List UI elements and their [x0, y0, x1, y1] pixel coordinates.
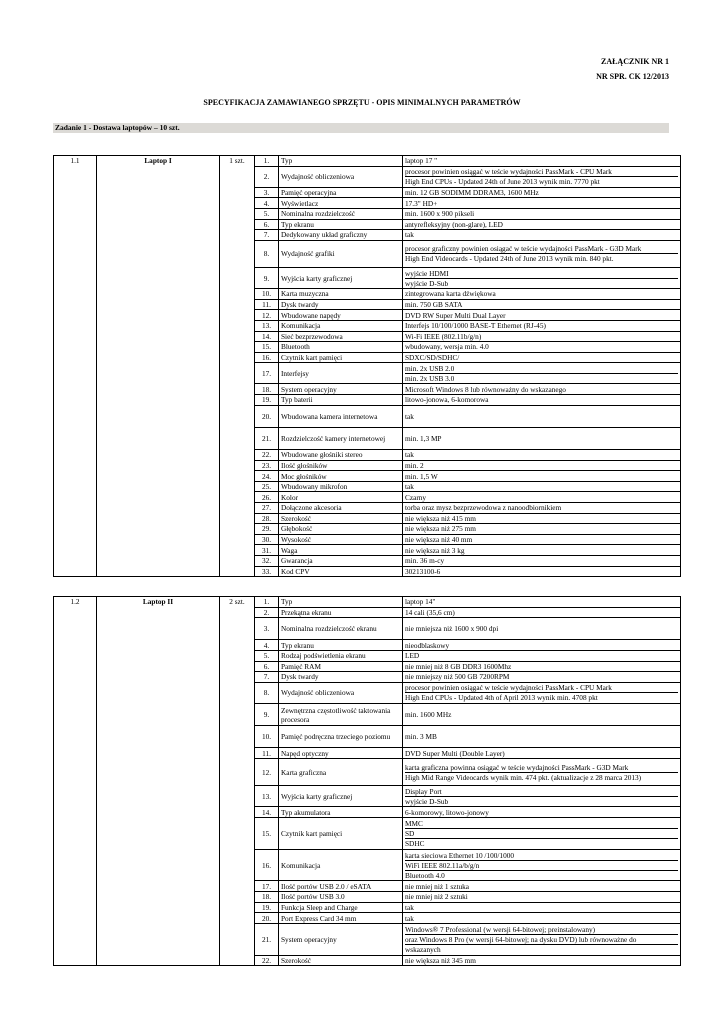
param-value	[403, 320, 681, 331]
param-value-line: Interfejs 10/100/1000 BASE-T Ethernet (RJ-45)	[405, 321, 546, 331]
param-value	[403, 208, 681, 219]
param-value	[403, 450, 681, 461]
param-number: 9.	[255, 267, 279, 288]
param-value	[403, 849, 681, 881]
param-value	[403, 427, 681, 449]
attachment-number: ZAŁĄCZNIK NR 1	[600, 57, 669, 66]
param-number: 15.	[255, 342, 279, 353]
param-value	[403, 230, 681, 241]
param-number: 5.	[255, 208, 279, 219]
param-label: Dysk twardy	[279, 299, 403, 310]
param-number: 22.	[255, 450, 279, 461]
param-value	[403, 267, 681, 288]
param-value	[403, 342, 681, 353]
param-number: 16.	[255, 352, 279, 363]
param-value	[403, 555, 681, 566]
param-label: Rodzaj podświetlenia ekranu	[279, 650, 403, 661]
param-value-line: min. 750 GB SATA	[405, 300, 463, 310]
param-value-line: wyjście D-Sub	[405, 278, 449, 288]
param-number: 1.	[255, 156, 279, 167]
param-value-line: nie większa niż 415 mm	[405, 513, 476, 523]
param-value	[403, 299, 681, 310]
laptop-1-spec-table	[53, 155, 681, 577]
param-value-line: min. 1600 x 900 pikseli	[405, 209, 475, 219]
param-value	[403, 384, 681, 395]
param-number: 8.	[255, 240, 279, 267]
param-value-line: Czarny	[405, 492, 427, 502]
param-value-line: min. 2x USB 2.0	[405, 364, 678, 374]
param-label: Typ akumulatora	[279, 807, 403, 818]
param-label: Głębokość	[279, 524, 403, 535]
param-label: Ilość głośników	[279, 460, 403, 471]
param-value-line: DVD RW Super Multi Dual Layer	[405, 310, 506, 320]
param-label: System operacyjny	[279, 923, 403, 955]
param-value-line: LED	[405, 651, 420, 661]
param-value	[403, 703, 681, 725]
param-value	[403, 405, 681, 427]
param-label: Typ ekranu	[279, 640, 403, 651]
param-value-line: tak	[405, 411, 414, 421]
param-label: Komunikacja	[279, 849, 403, 881]
param-number: 22.	[255, 955, 279, 966]
param-label: Wbudowane głośniki stereo	[279, 450, 403, 461]
param-label: Pamięć operacyjna	[279, 187, 403, 198]
param-number: 26.	[255, 492, 279, 503]
param-value-line: wyjście D-Sub	[405, 796, 449, 806]
param-value	[403, 597, 681, 608]
param-value-line: WiFi IEEE 802.11a/b/g/n	[405, 861, 678, 871]
param-number: 2.	[255, 607, 279, 618]
param-value-line: min. 1,5 W	[405, 471, 438, 481]
param-number: 15.	[255, 817, 279, 849]
param-number: 14.	[255, 331, 279, 342]
param-number: 18.	[255, 892, 279, 903]
param-value-line: nie mniejszy niż 500 GB 7200RPM	[405, 672, 510, 682]
param-label: Port Express Card 34 mm	[279, 913, 403, 924]
param-value	[403, 395, 681, 406]
param-label: Wydajność obliczeniowa	[279, 682, 403, 703]
param-number: 5.	[255, 650, 279, 661]
param-label: Kod CPV	[279, 566, 403, 577]
param-label: Wydajność obliczeniowa	[279, 166, 403, 187]
param-label: Typ	[279, 156, 403, 167]
param-number: 12.	[255, 758, 279, 785]
param-number: 8.	[255, 682, 279, 703]
param-number: 27.	[255, 503, 279, 514]
param-value	[403, 661, 681, 672]
param-value	[403, 289, 681, 300]
param-number: 30.	[255, 534, 279, 545]
param-value	[403, 156, 681, 167]
param-value-line: High Mid Range Videocards wynik min. 474 pkt. (aktualizacje z 28 marca 2013)	[405, 772, 642, 782]
param-label: Napęd optyczny	[279, 748, 403, 759]
param-value-line: Display Port	[405, 787, 678, 797]
param-number: 19.	[255, 902, 279, 913]
param-label: Sieć bezprzewodowa	[279, 331, 403, 342]
param-label: Funkcja Sleep and Charge	[279, 902, 403, 913]
param-number: 31.	[255, 545, 279, 556]
param-value	[403, 726, 681, 748]
param-value-line: High End CPUs - Updated 24th of June 2013 wynik min. 7770 pkt	[405, 177, 600, 187]
param-label: Gwarancja	[279, 555, 403, 566]
param-value-line: High End Videocards - Updated 24th of June 2013 wynik min. 840 pkt.	[405, 254, 614, 264]
param-value	[403, 481, 681, 492]
param-value	[403, 534, 681, 545]
item-quantity: 2 szt.	[220, 597, 255, 966]
param-number: 23.	[255, 460, 279, 471]
param-value-line: tak	[405, 902, 414, 912]
param-value	[403, 807, 681, 818]
param-value	[403, 902, 681, 913]
param-label: Pamięć podręczna trzeciego poziomu	[279, 726, 403, 748]
page-title: SPECYFIKACJA ZAMAWIANEGO SPRZĘTU - OPIS MINIMALNYCH PARAMETRÓW	[203, 98, 521, 107]
param-value-line: nie mniejsza niż 1600 x 900 dpi	[405, 624, 499, 634]
param-value	[403, 545, 681, 556]
param-value	[403, 460, 681, 471]
param-number: 3.	[255, 618, 279, 640]
param-number: 33.	[255, 566, 279, 577]
param-value-line: 30213100-6	[405, 566, 441, 576]
param-number: 19.	[255, 395, 279, 406]
item-number: 1.2	[54, 597, 97, 966]
param-value	[403, 310, 681, 321]
param-number: 13.	[255, 320, 279, 331]
param-label: Ilość portów USB 2.0 / eSATA	[279, 881, 403, 892]
param-label: Dysk twardy	[279, 672, 403, 683]
item-name: Laptop II	[97, 597, 220, 966]
document-reference: NR SPR. CK 12/2013	[596, 72, 669, 81]
param-value-line: min. 3 MB	[405, 732, 437, 742]
param-value-line: nie mniej niż 1 sztuka	[405, 881, 470, 891]
param-value-line: min. 12 GB SODIMM DDRAM3, 1600 MHz	[405, 188, 539, 198]
param-value	[403, 881, 681, 892]
param-label: Interfejsy	[279, 363, 403, 384]
param-value-line: tak	[405, 482, 414, 492]
param-value	[403, 524, 681, 535]
param-value-line: SDHC	[405, 838, 425, 848]
param-number: 32.	[255, 555, 279, 566]
param-value-line: SDXC/SD/SDHC/	[405, 352, 460, 362]
param-value-line: 17.3" HD+	[405, 198, 438, 208]
param-label: Wydajność grafiki	[279, 240, 403, 267]
param-label: Dedykowany układ graficzny	[279, 230, 403, 241]
param-value-line: karta sieciowa Ethernet 10 /100/1000	[405, 851, 678, 861]
param-number: 10.	[255, 726, 279, 748]
param-label: Wbudowana kamera internetowa	[279, 405, 403, 427]
param-number: 17.	[255, 363, 279, 384]
param-value	[403, 618, 681, 640]
param-value-line: min. 1,3 MP	[405, 433, 442, 443]
param-value-line: tak	[405, 913, 414, 923]
param-label: Moc głośników	[279, 471, 403, 482]
param-label: Dołączone akcesoria	[279, 503, 403, 514]
param-value-line: Microsoft Windows 8 lub równoważny do wskazanego	[405, 384, 566, 394]
param-value-line: procesor powinien osiągać w teście wydajności PassMark - CPU Mark	[405, 683, 678, 693]
param-number: 7.	[255, 230, 279, 241]
param-value-line: wskazanych	[405, 944, 441, 954]
param-number: 17.	[255, 881, 279, 892]
param-number: 20.	[255, 405, 279, 427]
param-value	[403, 672, 681, 683]
param-label: Typ ekranu	[279, 219, 403, 230]
laptop-2-spec-table	[53, 596, 681, 966]
param-number: 2.	[255, 166, 279, 187]
param-number: 21.	[255, 923, 279, 955]
param-number: 6.	[255, 661, 279, 672]
param-value	[403, 913, 681, 924]
param-label: Wbudowane napędy	[279, 310, 403, 321]
param-value-line: nie większa niż 3 kg	[405, 545, 465, 555]
param-value	[403, 187, 681, 198]
param-label: System operacyjny	[279, 384, 403, 395]
param-label: Czytnik kart pamięci	[279, 352, 403, 363]
param-value-line: wyjście HDMI	[405, 269, 678, 279]
param-value	[403, 503, 681, 514]
param-number: 29.	[255, 524, 279, 535]
param-number: 28.	[255, 513, 279, 524]
param-value-line: SD	[405, 829, 678, 839]
param-value-line: tak	[405, 230, 414, 240]
param-number: 25.	[255, 481, 279, 492]
param-label: Wyjścia karty graficznej	[279, 786, 403, 807]
param-value-line: antyrefleksyjny (non-glare), LED	[405, 219, 503, 229]
param-value	[403, 682, 681, 703]
param-number: 18.	[255, 384, 279, 395]
param-value	[403, 786, 681, 807]
param-label: Szerokość	[279, 513, 403, 524]
param-value	[403, 352, 681, 363]
param-value	[403, 640, 681, 651]
param-value-line: nie mniej niż 8 GB DDR3 1600Mhz	[405, 661, 512, 671]
param-value	[403, 892, 681, 903]
param-value-line: MMC	[405, 819, 678, 829]
param-label: Wyjścia karty graficznej	[279, 267, 403, 288]
param-number: 24.	[255, 471, 279, 482]
param-value-line: nie większa niż 40 mm	[405, 535, 473, 545]
param-value-line: Wi-Fi IEEE (802.11b/g/n)	[405, 331, 482, 341]
param-number: 12.	[255, 310, 279, 321]
param-label: Nominalna rozdzielczość	[279, 208, 403, 219]
item-name: Laptop I	[97, 156, 220, 577]
param-number: 4.	[255, 198, 279, 209]
param-number: 13.	[255, 786, 279, 807]
param-value	[403, 748, 681, 759]
param-value-line: min. 36 m-cy	[405, 556, 445, 566]
param-label: Zewnętrzna częstotliwość taktowania procesora	[279, 703, 403, 725]
param-label: Rozdzielczość kamery internetowej	[279, 427, 403, 449]
param-label: Typ baterii	[279, 395, 403, 406]
spec-row	[54, 597, 681, 608]
param-value-line: laptop 14"	[405, 597, 436, 607]
param-value	[403, 955, 681, 966]
param-value-line: nie większa niż 345 mm	[405, 955, 476, 965]
param-number: 10.	[255, 289, 279, 300]
param-number: 6.	[255, 219, 279, 230]
spec-row	[54, 156, 681, 167]
param-label: Pamięć RAM	[279, 661, 403, 672]
param-value-line: zintegrowana karta dźwiękowa	[405, 289, 496, 299]
param-value	[403, 166, 681, 187]
param-value-line: wbudowany, wersja min. 4.0	[405, 342, 489, 352]
param-value	[403, 566, 681, 577]
param-value	[403, 513, 681, 524]
param-value-line: litowo-jonowa, 6-komorowa	[405, 395, 489, 405]
param-value-line: Windows® 7 Professional (w wersji 64-bitowej; preinstalowany)	[405, 925, 678, 935]
param-value-line: min. 2	[405, 460, 424, 470]
param-value-line: DVD Super Multi (Double Layer)	[405, 748, 505, 758]
param-label: Komunikacja	[279, 320, 403, 331]
param-value-line: oraz Windows 8 Pro (w wersji 64-bitowej; na dysku DVD) lub równoważne do	[405, 935, 678, 945]
param-value-line: 14 cali (35,6 cm)	[405, 607, 455, 617]
param-label: Karta graficzna	[279, 758, 403, 785]
param-label: Bluetooth	[279, 342, 403, 353]
param-label: Waga	[279, 545, 403, 556]
param-value	[403, 650, 681, 661]
param-value-line: laptop 17 "	[405, 156, 438, 166]
param-label: Karta muzyczna	[279, 289, 403, 300]
param-number: 7.	[255, 672, 279, 683]
param-value	[403, 363, 681, 384]
param-value-line: torba oraz mysz bezprzewodowa z nanoodbiornikiem	[405, 503, 562, 513]
param-label: Wbudowany mikrofon	[279, 481, 403, 492]
param-value	[403, 471, 681, 482]
param-value	[403, 492, 681, 503]
param-value-line: nie mniej niż 2 sztuki	[405, 892, 468, 902]
param-label: Czytnik kart pamięci	[279, 817, 403, 849]
param-value	[403, 198, 681, 209]
param-label: Wysokość	[279, 534, 403, 545]
param-label: Nominalna rozdzielczość ekranu	[279, 618, 403, 640]
task-heading: Zadanie 1 - Dostawa laptopów – 10 szt.	[53, 123, 669, 133]
param-value	[403, 219, 681, 230]
param-value	[403, 817, 681, 849]
param-value	[403, 240, 681, 267]
param-value-line: min. 1600 MHz	[405, 710, 452, 720]
item-quantity: 1 szt.	[220, 156, 255, 577]
param-label: Ilość portów USB 3.0	[279, 892, 403, 903]
param-value-line: tak	[405, 450, 414, 460]
param-label: Szerokość	[279, 955, 403, 966]
param-value	[403, 607, 681, 618]
param-value-line: procesor graficzny powinien osiągać w teście wydajności PassMark - G3D Mark	[405, 244, 678, 254]
param-value-line: min. 2x USB 3.0	[405, 373, 455, 383]
item-number: 1.1	[54, 156, 97, 577]
param-number: 20.	[255, 913, 279, 924]
param-label: Przekątna ekranu	[279, 607, 403, 618]
param-value	[403, 331, 681, 342]
param-number: 16.	[255, 849, 279, 881]
param-value-line: Bluetooth 4.0	[405, 870, 445, 880]
param-value-line: karta graficzna powinna osiągać w teście wydajności PassMark - G3D Mark	[405, 763, 678, 773]
param-label: Wyświetlacz	[279, 198, 403, 209]
param-number: 9.	[255, 703, 279, 725]
param-label: Typ	[279, 597, 403, 608]
param-number: 3.	[255, 187, 279, 198]
param-value-line: High End CPUs - Updated 4th of April 2013 wynik min. 4708 pkt	[405, 693, 598, 703]
param-value	[403, 923, 681, 955]
param-number: 11.	[255, 748, 279, 759]
param-number: 4.	[255, 640, 279, 651]
param-value	[403, 758, 681, 785]
param-number: 11.	[255, 299, 279, 310]
param-number: 1.	[255, 597, 279, 608]
param-value-line: nie większa niż 275 mm	[405, 524, 476, 534]
param-number: 14.	[255, 807, 279, 818]
param-value-line: procesor powinien osiągać w teście wydajności PassMark - CPU Mark	[405, 167, 678, 177]
param-value-line: nieodblaskowy	[405, 640, 450, 650]
param-number: 21.	[255, 427, 279, 449]
param-value-line: 6-komorowy, litowo-jonowy	[405, 807, 489, 817]
param-label: Kolor	[279, 492, 403, 503]
